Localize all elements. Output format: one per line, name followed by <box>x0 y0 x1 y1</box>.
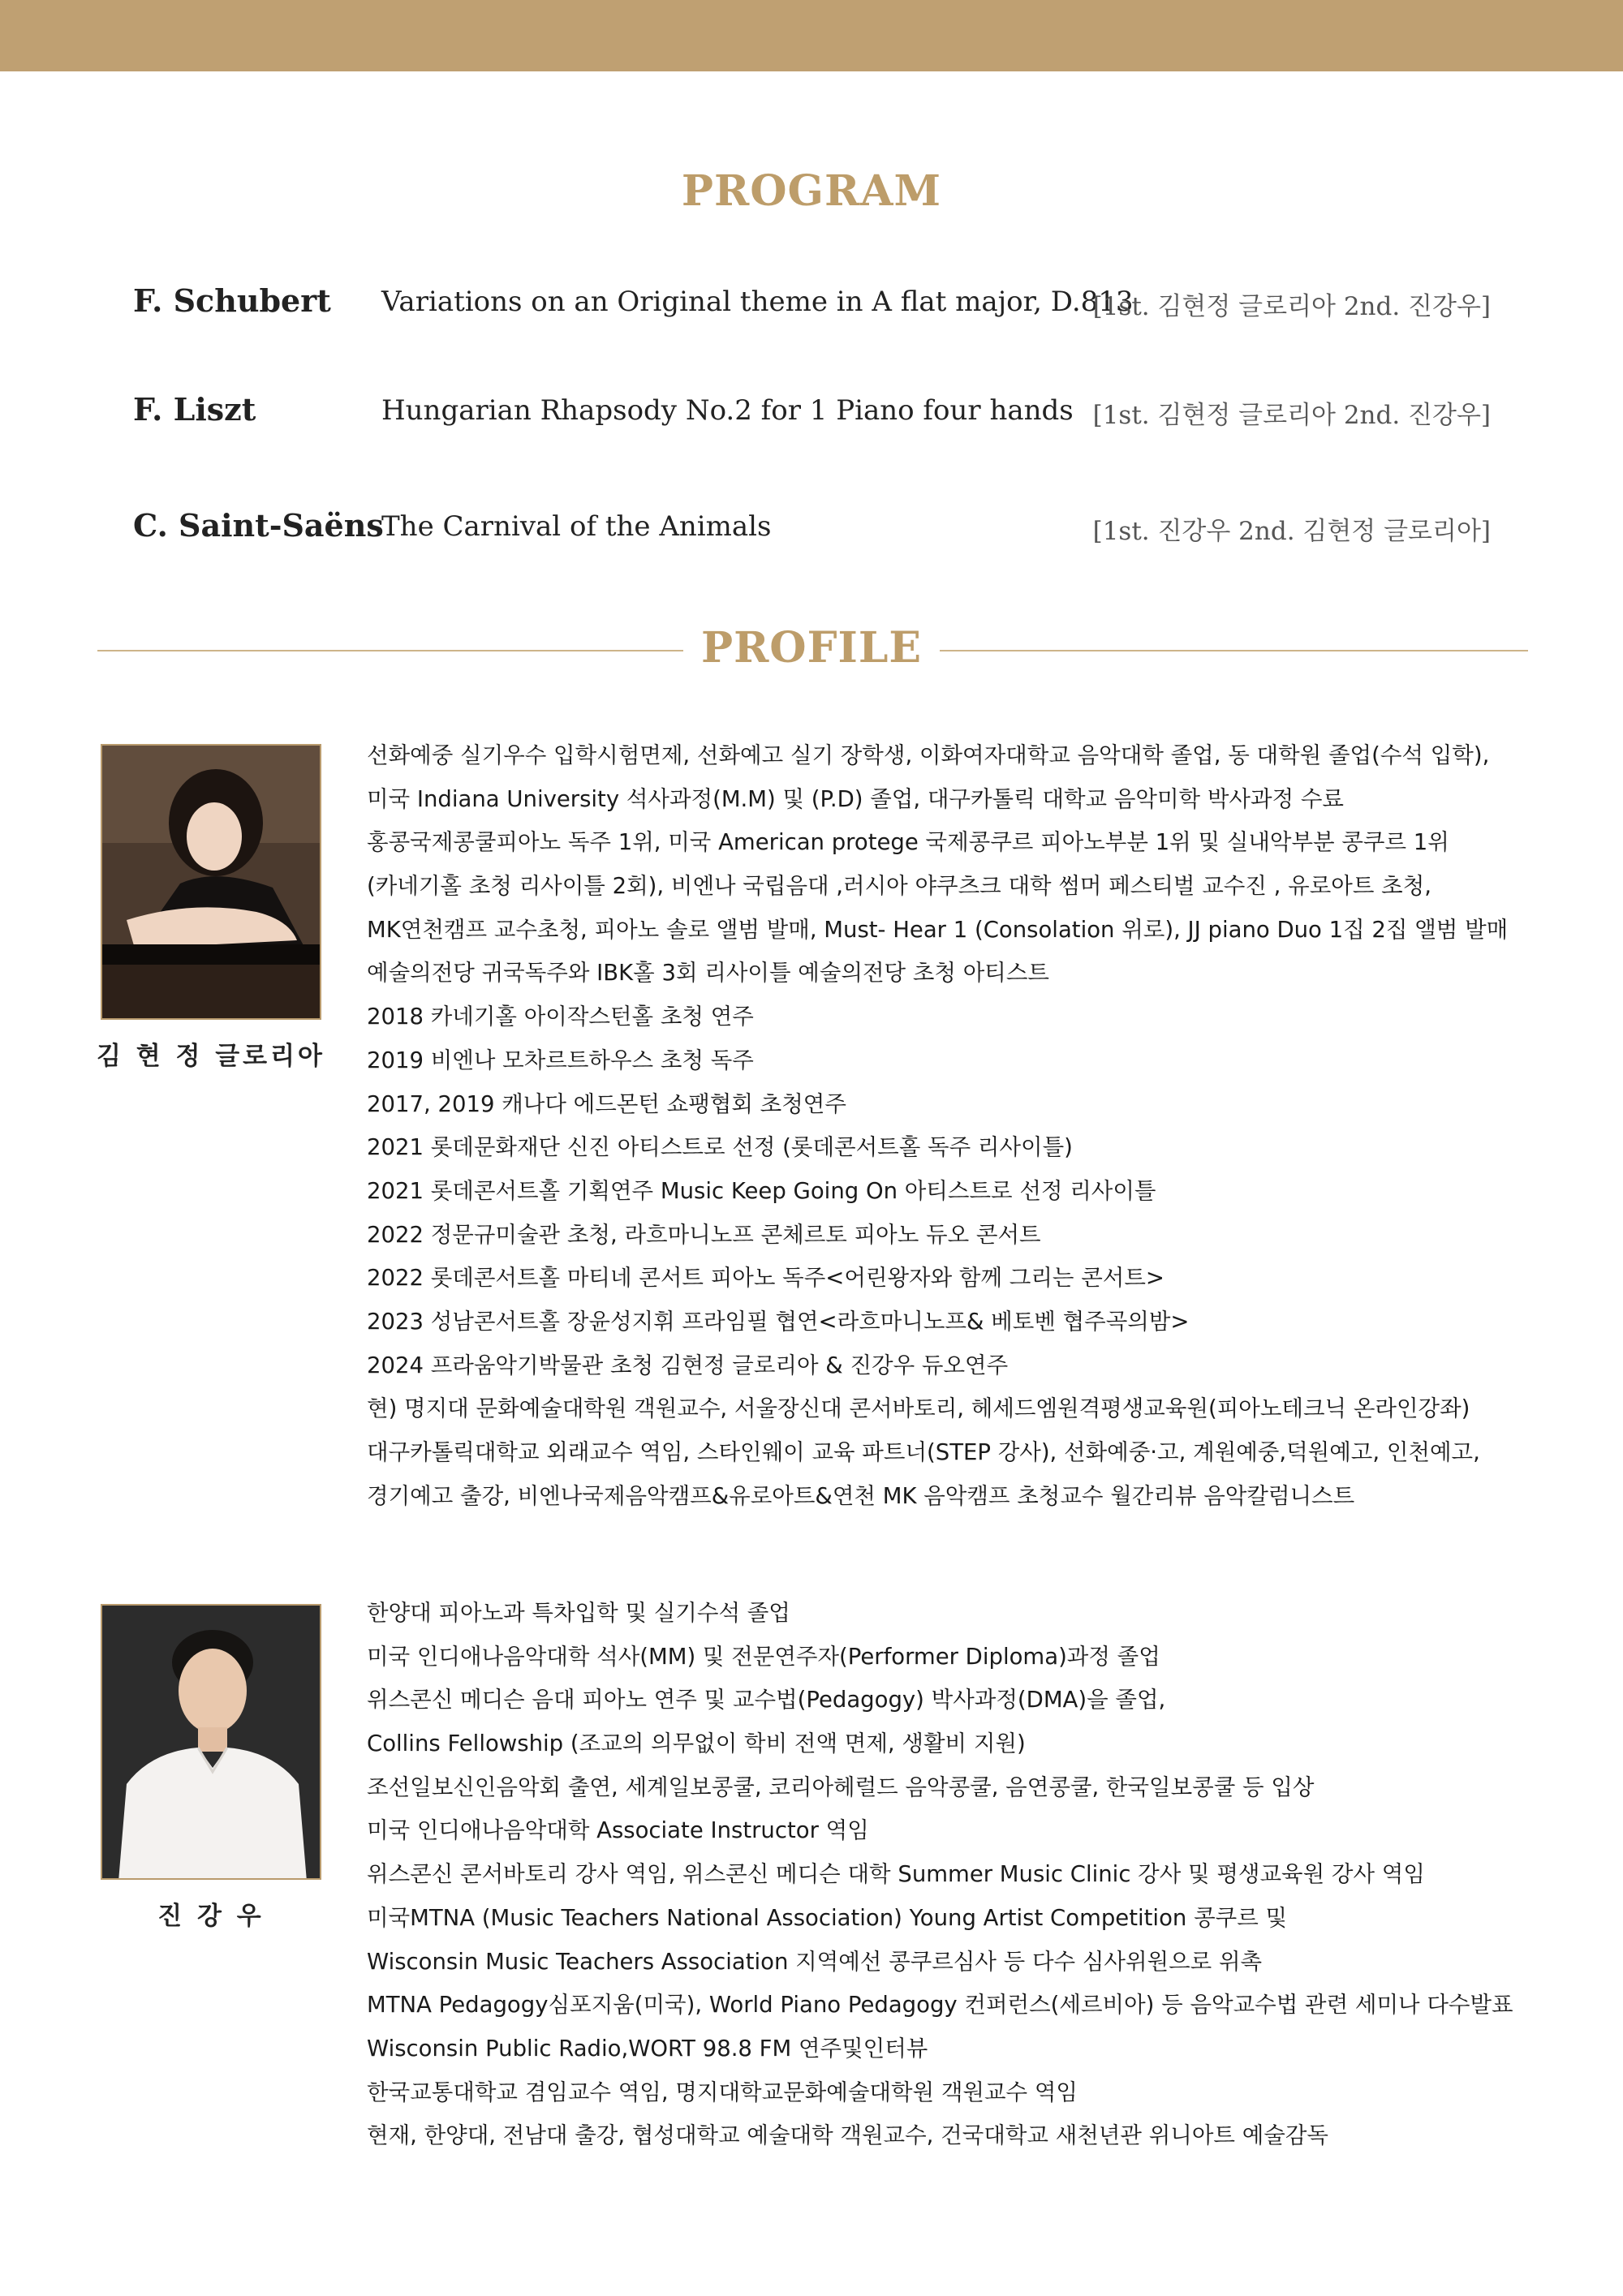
program-work: The Carnival of the Animals <box>381 510 772 543</box>
program-item <box>0 391 1623 440</box>
bio-line: 위스콘신 콘서바토리 강사 역임, 위스콘신 메디슨 대학 Summer Music Clinic 강사 및 평생교육원 강사 역임 <box>367 1861 1425 1888</box>
bio-line: 미국MTNA (Music Teachers National Association) Young Artist Competition 콩쿠르 및 <box>367 1904 1288 1931</box>
bio-line: 미국 인디애나음악대학 Associate Instructor 역임 <box>367 1817 869 1844</box>
program-item <box>0 507 1623 556</box>
bio-line: MK연천캠프 교수초청, 피아노 솔로 앨범 발매, Must- Hear 1 (Consolation 위로), JJ piano Duo 1집 2집 앨범 발매 <box>367 916 1509 943</box>
bio-line: 2019 비엔나 모차르트하우스 초청 독주 <box>367 1047 754 1073</box>
bio-line: Wisconsin Public Radio,WORT 98.8 FM 연주및인터뷰 <box>367 2035 928 2062</box>
bio-line: 2023 성남콘서트홀 장윤성지휘 프라임필 협연<라흐마니노프& 베토벤 협주곡의밤> <box>367 1308 1190 1335</box>
profile-bio-1 <box>367 734 1519 1518</box>
profile-heading: PROFILE <box>700 623 923 673</box>
bio-line: 2021 롯데콘서트홀 기획연주 Music Keep Going On 아티스트로 선정 리사이틀 <box>367 1177 1156 1204</box>
bio-line: 현재, 한양대, 전남대 출강, 협성대학교 예술대학 객원교수, 건국대학교 새천년관 위니아트 예술감독 <box>367 2122 1328 2149</box>
bio-line: 한양대 피아노과 특차입학 및 실기수석 졸업 <box>367 1600 790 1626</box>
profile-rule-right <box>940 650 1528 651</box>
bio-line: 미국 인디애나음악대학 석사(MM) 및 전문연주자(Performer Diploma)과정 졸업 <box>367 1643 1160 1670</box>
bio-line: 2017, 2019 캐나다 에드몬턴 쇼팽협회 초청연주 <box>367 1090 846 1117</box>
profile-name-2: 진 강 우 <box>157 1902 265 1931</box>
bio-line: 2022 정문규미술관 초청, 라흐마니노프 콘체르토 피아노 듀오 콘서트 <box>367 1221 1041 1248</box>
bio-line: 홍콩국제콩쿨피아노 독주 1위, 미국 American protege 국제콩쿠르 피아노부분 1위 및 실내악부분 콩쿠르 1위 <box>367 829 1449 856</box>
program-composer: F. Liszt <box>133 391 256 428</box>
bio-line: 2024 프라움악기박물관 초청 김현정 글로리아 & 진강우 듀오연주 <box>367 1352 1009 1378</box>
portrait-illustration <box>102 1606 321 1880</box>
bio-line: Wisconsin Music Teachers Association 지역예선 콩쿠르심사 등 다수 심사위원으로 위촉 <box>367 1948 1263 1975</box>
bio-line: MTNA Pedagogy심포지움(미국), World Piano Pedagogy 컨퍼런스(세르비아) 등 음악교수법 관련 세미나 다수발표 <box>367 1992 1513 2019</box>
bio-line: 조선일보신인음악회 출연, 세계일보콩쿨, 코리아헤럴드 음악콩쿨, 음연콩쿨, 한국일보콩쿨 등 입상 <box>367 1774 1315 1800</box>
bio-line: 한국교통대학교 겸임교수 역임, 명지대학교문화예술대학원 객원교수 역임 <box>367 2079 1078 2105</box>
portrait-illustration <box>102 746 321 1020</box>
bio-line: 예술의전당 귀국독주와 IBK홀 3회 리사이틀 예술의전당 초청 아티스트 <box>367 960 1049 987</box>
program-performers: [1st. 김현정 글로리아 2nd. 진강우] <box>1092 292 1491 321</box>
program-composer: C. Saint-Saëns <box>133 507 384 544</box>
bio-line: Collins Fellowship (조교의 의무없이 학비 전액 면제, 생활비 지원) <box>367 1731 1026 1757</box>
bio-line: 2022 롯데콘서트홀 마티네 콘서트 피아노 독주<어린왕자와 함께 그리는 콘서트> <box>367 1265 1165 1292</box>
bio-line: 미국 Indiana University 석사과정(M.M) 및 (P.D) 졸업, 대구카톨릭 대학교 음악미학 박사과정 수료 <box>367 785 1344 812</box>
program-item <box>0 282 1623 331</box>
program-performers: [1st. 진강우 2nd. 김현정 글로리아] <box>1092 517 1491 546</box>
program-heading: PROGRAM <box>681 166 942 216</box>
bio-line: (카네기홀 초청 리사이틀 2회), 비엔나 국립음대 ,러시아 야쿠츠크 대학 썸머 페스티벌 교수진 , 유로아트 초청, <box>367 873 1432 900</box>
program-work: Variations on an Original theme in A flat major, D.813 <box>381 286 1134 318</box>
bio-line: 대구카톨릭대학교 외래교수 역임, 스타인웨이 교육 파트너(STEP 강사), 선화예중·고, 계원예중,덕원예고, 인천예고, <box>367 1439 1480 1465</box>
profile-photo-pianist-1 <box>101 744 321 1020</box>
bio-line: 경기예고 출강, 비엔나국제음악캠프&유로아트&연천 MK 음악캠프 초청교수 월간리뷰 음악칼럼니스트 <box>367 1482 1355 1509</box>
program-work: Hungarian Rhapsody No.2 for 1 Piano four hands <box>381 394 1074 427</box>
profile-bio-2 <box>367 1592 1519 2158</box>
bio-line: 2021 롯데문화재단 신진 아티스트로 선정 (롯데콘서트홀 독주 리사이틀) <box>367 1134 1073 1161</box>
bio-line: 선화예중 실기우수 입학시험면제, 선화예고 실기 장학생, 이화여자대학교 음악대학 졸업, 동 대학원 졸업(수석 입학), <box>367 742 1490 768</box>
program-performers: [1st. 김현정 글로리아 2nd. 진강우] <box>1092 401 1491 430</box>
profile-name-1: 김 현 정 글로리아 <box>97 1042 325 1071</box>
bio-line: 현) 명지대 문화예술대학원 객원교수, 서울장신대 콘서바토리, 헤세드엠원격평생교육원(피아노테크닉 온라인강좌) <box>367 1395 1470 1422</box>
top-banner-bar <box>0 0 1623 71</box>
profile-photo-pianist-2 <box>101 1604 321 1880</box>
bio-line: 2018 카네기홀 아이작스턴홀 초청 연주 <box>367 1004 754 1030</box>
bio-line: 위스콘신 메디슨 음대 피아노 연주 및 교수법(Pedagogy) 박사과정(DMA)을 졸업, <box>367 1687 1166 1713</box>
program-composer: F. Schubert <box>133 282 331 319</box>
